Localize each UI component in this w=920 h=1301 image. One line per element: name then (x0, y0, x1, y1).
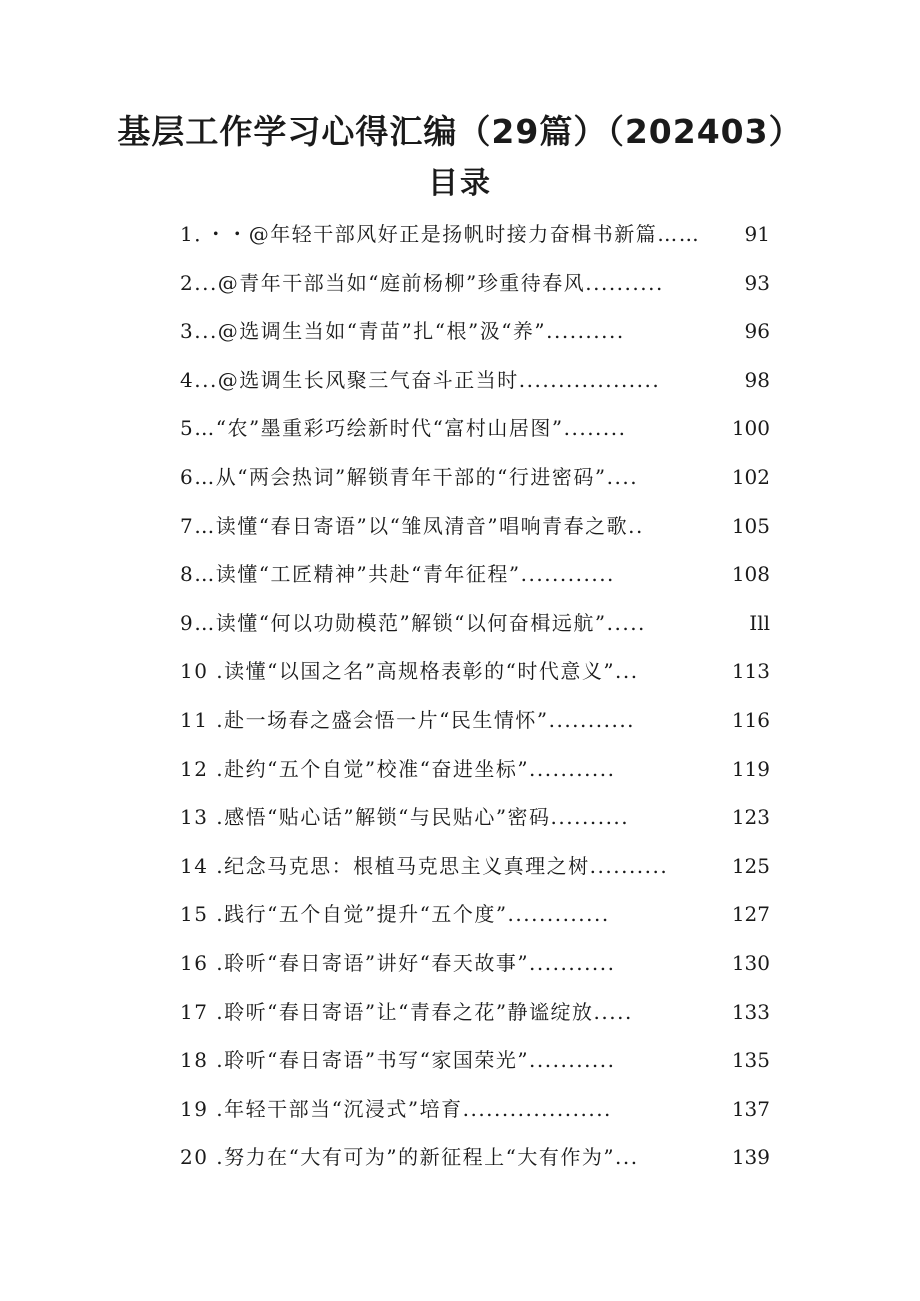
toc-entry-page-number: 119 (731, 756, 770, 781)
toc-entry-title: 2...@青年干部当如“庭前杨柳”珍重待春风.......... (180, 270, 664, 295)
toc-entry-title: 12 .赴约“五个自觉”校准“奋进坐标”........... (180, 756, 616, 781)
toc-entry-page-number: 93 (744, 270, 770, 295)
toc-entry[interactable] (180, 457, 770, 506)
toc-entry-title: 18 .聆听“春日寄语”书写“家国荣光”........... (180, 1048, 616, 1073)
toc-entry[interactable] (180, 311, 770, 360)
toc-entry[interactable] (180, 797, 770, 846)
toc-entry[interactable] (180, 943, 770, 992)
toc-entry[interactable] (180, 651, 770, 700)
toc-entry-page-number: 96 (744, 319, 770, 344)
toc-entry-page-number: 105 (731, 513, 770, 538)
toc-entry[interactable] (180, 360, 770, 409)
toc-entry-title: 7…读懂“春日寄语”以“雏凤清音”唱响青春之歌.. (180, 513, 644, 538)
toc-entry-title: 4...@选调生长风聚三气奋斗正当时.................. (180, 367, 661, 392)
toc-entry[interactable] (180, 263, 770, 312)
toc-entry-page-number: 139 (731, 1145, 770, 1170)
toc-entry-title: 14 .纪念马克思：根植马克思主义真理之树.......... (180, 853, 669, 878)
toc-entry-title: 9…读懂“何以功勋模范”解锁“以何奋楫远航”..... (180, 610, 646, 635)
toc-entry-page-number: Ill (749, 610, 770, 635)
toc-entry[interactable] (180, 1089, 770, 1138)
toc-entry-page-number: 135 (731, 1048, 770, 1073)
toc-entry[interactable] (180, 1040, 770, 1089)
toc-entry-page-number: 100 (731, 416, 770, 441)
toc-entry[interactable] (180, 992, 770, 1041)
toc-entry-page-number: 130 (731, 950, 770, 975)
toc-entry-title: 20 .努力在“大有可为”的新征程上“大有作为”... (180, 1145, 639, 1170)
toc-entry-title: 3...@选调生当如“青苗”扎“根”汲“养”.......... (180, 319, 625, 344)
toc-entry-title: 17 .聆听“春日寄语”让“青春之花”静谧绽放..... (180, 999, 633, 1024)
toc-entry-page-number: 123 (731, 805, 770, 830)
toc-entry-title: 8…读懂“工匠精神”共赴“青年征程”............ (180, 562, 615, 587)
document-title: 基层工作学习心得汇编（29篇）（202403） (117, 112, 803, 151)
toc-entry-title: 1．・・@年轻干部风好正是扬帆时接力奋楫书新篇…… (180, 222, 701, 246)
toc-entry-title: 15 .践行“五个自觉”提升“五个度”............. (180, 902, 610, 927)
toc-entry[interactable] (180, 749, 770, 798)
toc-entry-title: 19 .年轻干部当“沉浸式”培育................... (180, 1096, 612, 1121)
toc-entry-page-number: 113 (731, 659, 770, 684)
toc-entry[interactable] (180, 554, 770, 603)
toc-entry-title: 6…从“两会热词”解锁青年干部的“行进密码”.... (180, 464, 639, 489)
toc-entry-title: 5…“农”墨重彩巧绘新时代“富村山居图”........ (180, 416, 627, 441)
toc-entry-title: 10 .读懂“以国之名”高规格表彰的“时代意义”... (180, 659, 639, 684)
toc-entry[interactable] (180, 846, 770, 895)
toc-heading: 目录 (428, 166, 492, 201)
table-of-contents (180, 214, 770, 1186)
toc-entry[interactable] (180, 214, 770, 263)
toc-entry[interactable] (180, 603, 770, 652)
toc-entry-page-number: 98 (744, 367, 770, 392)
toc-entry-page-number: 108 (731, 562, 770, 587)
toc-entry-page-number: 127 (731, 902, 770, 927)
toc-entry[interactable] (180, 1137, 770, 1186)
toc-entry-title: 13 .感悟“贴心话”解锁“与民贴心”密码.......... (180, 805, 630, 830)
toc-entry-title: 11 .赴一场春之盛会悟一片“民生情怀”........... (180, 707, 636, 732)
toc-entry[interactable] (180, 408, 770, 457)
toc-entry-page-number: 116 (731, 707, 770, 732)
toc-entry-page-number: 91 (744, 222, 770, 246)
toc-entry-title: 16 .聆听“春日寄语”讲好“春天故事”........... (180, 950, 616, 975)
toc-entry-page-number: 102 (731, 464, 770, 489)
toc-entry[interactable] (180, 700, 770, 749)
toc-entry[interactable] (180, 506, 770, 555)
toc-entry-page-number: 133 (731, 999, 770, 1024)
toc-entry-page-number: 137 (731, 1096, 770, 1121)
toc-entry[interactable] (180, 894, 770, 943)
toc-entry-page-number: 125 (731, 853, 770, 878)
